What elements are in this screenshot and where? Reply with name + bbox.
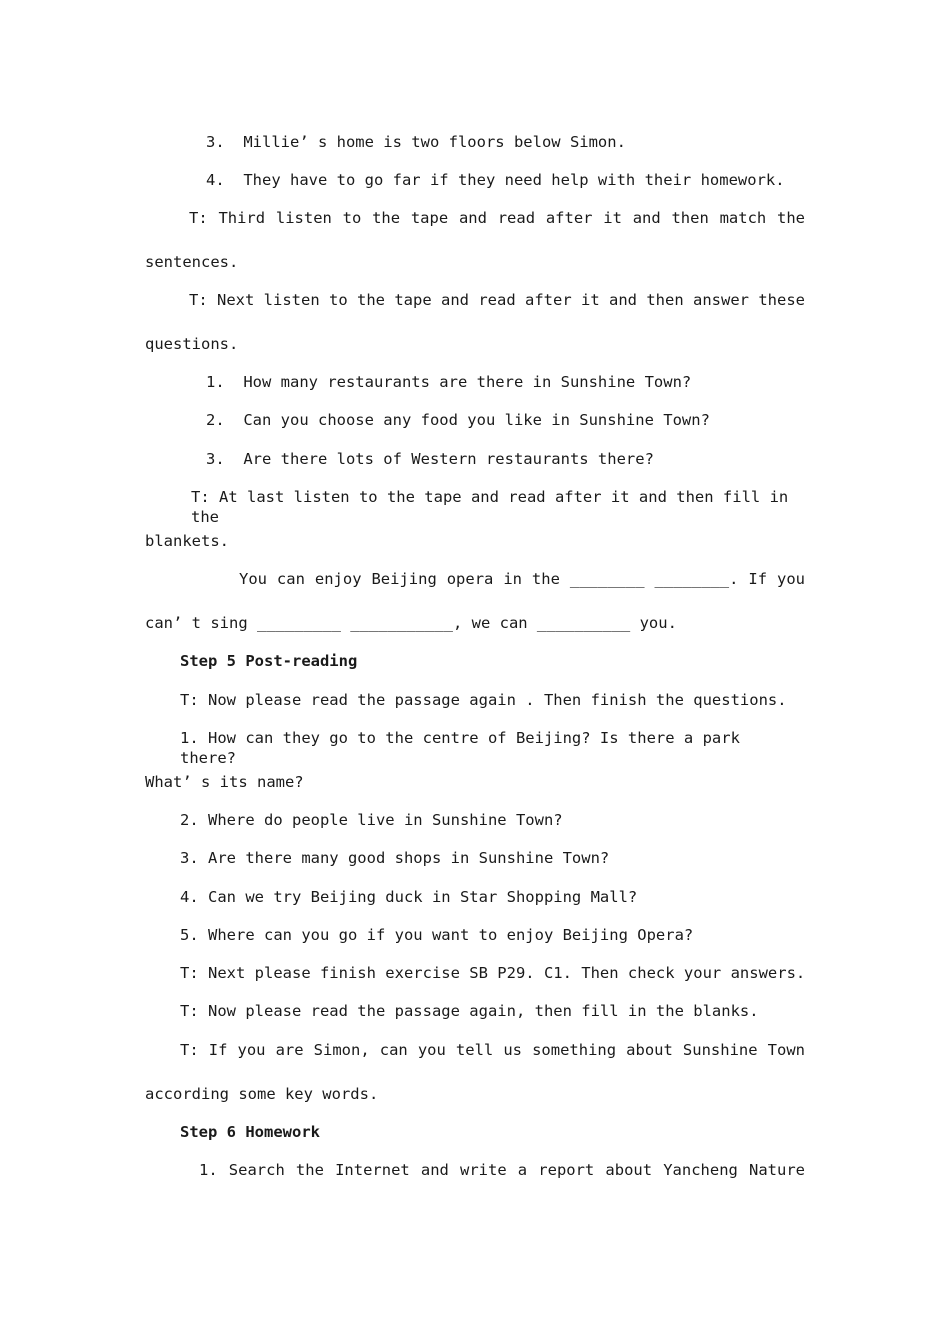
section-heading: Step 5 Post-reading <box>180 652 358 670</box>
paragraph-line: T: If you are Simon, can you tell us something about Sunshine Town <box>180 1041 805 1059</box>
list-item: 1. How can they go to the centre of Beijing? Is there a park there? <box>180 729 740 767</box>
paragraph-line: sentences. <box>145 253 239 271</box>
list-item: 3. Are there lots of Western restaurants there? <box>206 450 654 468</box>
paragraph-line: T: Now please read the passage again, then fill in the blanks. <box>180 1002 759 1020</box>
paragraph-line: blankets. <box>145 532 229 550</box>
paragraph-line: What’ s its name? <box>145 773 304 791</box>
paragraph-line: T: Next listen to the tape and read after it and then answer these <box>189 291 805 309</box>
fill-blank-line: You can enjoy Beijing opera in the ________ ________. If you <box>239 570 805 588</box>
paragraph-line: T: Third listen to the tape and read after it and then match the <box>189 209 805 227</box>
paragraph-line: T: At last listen to the tape and read after it and then fill in the <box>191 488 789 526</box>
fill-blank-line: can’ t sing _________ ___________, we can __________ you. <box>145 614 677 632</box>
paragraph-line: T: Now please read the passage again . Then finish the questions. <box>180 691 787 709</box>
list-item: 4. They have to go far if they need help with their homework. <box>206 171 785 189</box>
list-item: 5. Where can you go if you want to enjoy Beijing Opera? <box>180 926 694 944</box>
paragraph-line: according some key words. <box>145 1085 379 1103</box>
section-heading: Step 6 Homework <box>180 1123 320 1141</box>
list-item: 2. Where do people live in Sunshine Town? <box>180 811 563 829</box>
list-item: 1. How many restaurants are there in Sunshine Town? <box>206 373 692 391</box>
list-item: 3. Are there many good shops in Sunshine Town? <box>180 849 610 867</box>
list-item: 2. Can you choose any food you like in Sunshine Town? <box>206 411 710 429</box>
paragraph-line: questions. <box>145 335 239 353</box>
paragraph-line: T: Next please finish exercise SB P29. C1. Then check your answers. <box>180 964 806 982</box>
list-item: 1. Search the Internet and write a report about Yancheng Nature <box>199 1161 805 1179</box>
list-item: 3. Millie’ s home is two floors below Simon. <box>206 133 626 151</box>
list-item: 4. Can we try Beijing duck in Star Shopping Mall? <box>180 888 638 906</box>
